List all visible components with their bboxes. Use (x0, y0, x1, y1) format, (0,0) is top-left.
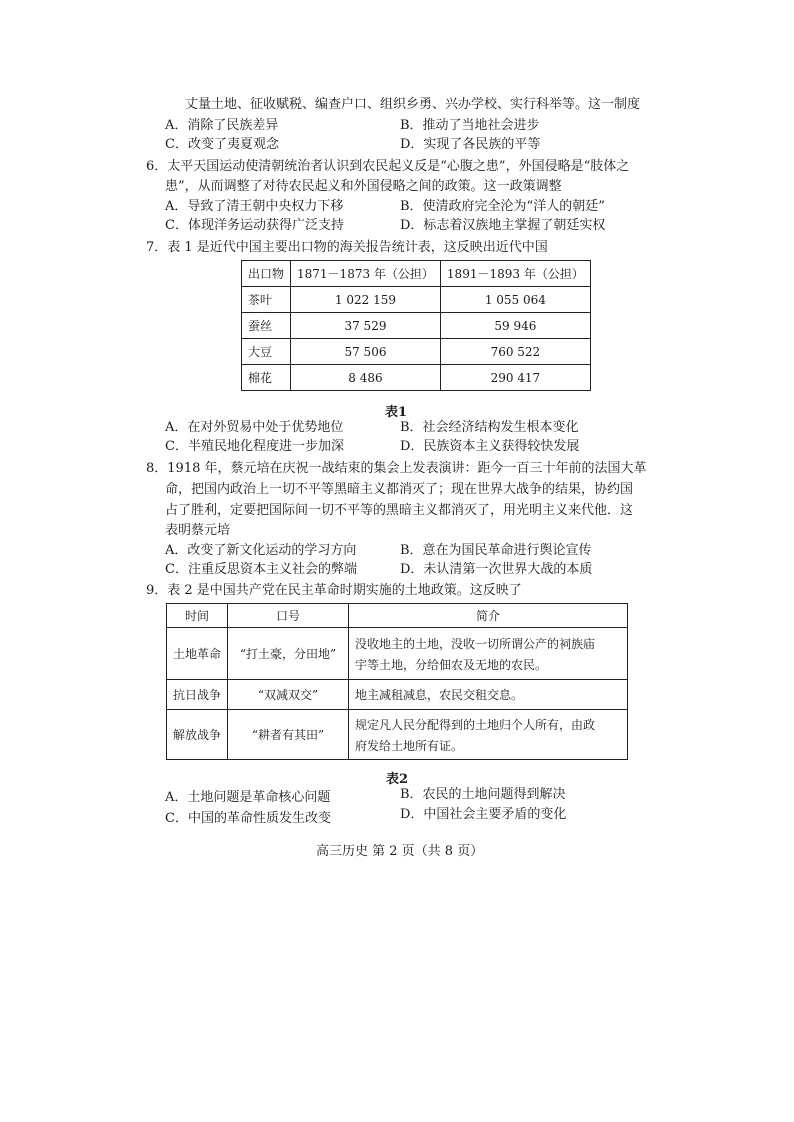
table-cell: 760 522 (440, 339, 590, 365)
table-header: 1891－1893 年（公担） (440, 261, 590, 287)
q7-option-d: D．民族资本主义获得较快发展 (400, 439, 580, 454)
table-row (167, 628, 628, 680)
q9-option-a: A．土地问题是革命核心问题 (165, 790, 331, 805)
q9-option-b: B．农民的土地问题得到解决 (400, 787, 566, 802)
table-1-caption: 表1 (385, 405, 408, 420)
table-cell: 地主减租减息，农民交租交息。 (349, 680, 628, 710)
table-header: 简介 (349, 604, 628, 628)
table-cell: “打土豪，分田地” (228, 628, 349, 680)
land-policy-table (166, 603, 628, 760)
q8-stem-line-1: 8．1918 年，蔡元培在庆祝一战结束的集会上发表演讲：距今一百三十年前的法国大革 (146, 461, 647, 476)
table-header: 1871－1873 年（公担） (291, 261, 441, 287)
table-cell: 土地革命 (167, 628, 228, 680)
table-cell: 蚕丝 (242, 313, 291, 339)
table-cell: 57 506 (291, 339, 441, 365)
table-row (242, 313, 591, 339)
q6-option-b: B．使清政府完全沦为“洋人的朝廷” (400, 199, 605, 214)
page-footer: 高三历史 第 2 页（共 8 页） (316, 844, 484, 859)
table-cell-line: 宇等土地，分给佃农及无地的农民。 (355, 657, 548, 672)
q8-option-b: B．意在为国民革命进行舆论宣传 (400, 543, 592, 558)
q7-option-c: C．半殖民地化程度进一步加深 (165, 439, 344, 454)
export-table (241, 260, 591, 391)
q9-option-c: C．中国的革命性质发生改变 (165, 811, 331, 826)
q5-option-a: A．消除了民族差异 (165, 118, 279, 133)
q5-stem-tail: 丈量土地、征收赋税、编查户口、组织乡勇、兴办学校、实行科举等。这一制度 (185, 97, 641, 112)
table-cell: 抗日战争 (167, 680, 228, 710)
table-cell: “双减双交” (228, 680, 349, 710)
table-cell: 茶叶 (242, 287, 291, 313)
table-2-caption: 表2 (386, 772, 409, 787)
table-header: 出口物 (242, 261, 291, 287)
q6-stem-line-2: 患”，从而调整了对待农民起义和外国侵略之间的政策。这一政策调整 (165, 179, 562, 194)
q6-option-a: A．导致了清王朝中央权力下移 (165, 199, 344, 214)
q8-option-d: D．未认清第一次世界大战的本质 (400, 562, 593, 577)
q9-option-d: D．中国社会主要矛盾的变化 (400, 807, 567, 822)
table-cell: 1 055 064 (440, 287, 590, 313)
table-cell (349, 628, 628, 680)
q5-option-c: C．改变了夷夏观念 (165, 137, 279, 152)
table-cell: 37 529 (291, 313, 441, 339)
table-cell: 1 022 159 (291, 287, 441, 313)
table-cell: “耕者有其田” (228, 710, 349, 760)
q5-option-b: B．推动了当地社会进步 (400, 118, 540, 133)
table-header-row (167, 604, 628, 628)
q6-option-c: C．体现洋务运动获得广泛支持 (165, 218, 344, 233)
table-header-row (242, 261, 591, 287)
table-row (242, 339, 591, 365)
q7-stem: 7．表 1 是近代中国主要出口物的海关报告统计表，这反映出近代中国 (146, 240, 548, 255)
q6-option-d: D．标志着汉族地主掌握了朝廷实权 (400, 218, 606, 233)
q7-option-a: A．在对外贸易中处于优势地位 (165, 420, 344, 435)
table-cell: 8 486 (291, 365, 441, 391)
table-row (242, 365, 591, 391)
q8-stem-line-3: 占了胜利，定要把国际间一切不平等的黑暗主义都消灭了，用光明主义来代他．这 (165, 503, 634, 518)
table-cell-line: 没收地主的土地，没收一切所谓公产的祠族庙 (355, 636, 596, 651)
q8-option-a: A．改变了新文化运动的学习方向 (165, 543, 357, 558)
q5-option-d: D．实现了各民族的平等 (400, 137, 541, 152)
table-row (242, 287, 591, 313)
q8-stem-line-4: 表明蔡元培 (165, 523, 231, 538)
table-row (167, 710, 628, 760)
table-cell: 棉花 (242, 365, 291, 391)
table-header: 口号 (228, 604, 349, 628)
table-row (167, 680, 628, 710)
table-cell: 59 946 (440, 313, 590, 339)
table-cell (349, 710, 628, 760)
q8-option-c: C．注重反思资本主义社会的弊端 (165, 562, 357, 577)
table-header: 时间 (167, 604, 228, 628)
table-cell: 解放战争 (167, 710, 228, 760)
q8-stem-line-2: 命，把国内政治上一切不平等黑暗主义都消灭了；现在世界大战争的结果，协约国 (165, 482, 634, 497)
q6-stem-line-1: 6．太平天国运动使清朝统治者认识到农民起义反是“心腹之患”，外国侵略是“肢体之 (146, 159, 630, 174)
table-cell-line: 府发给土地所有证。 (355, 738, 464, 753)
table-cell: 290 417 (440, 365, 590, 391)
q9-stem: 9．表 2 是中国共产党在民主革命时期实施的土地政策。这反映了 (146, 583, 522, 598)
table-cell: 大豆 (242, 339, 291, 365)
table-cell-line: 规定凡人民分配得到的土地归个人所有，由政 (355, 717, 596, 732)
q7-option-b: B．社会经济结构发生根本变化 (400, 420, 579, 435)
